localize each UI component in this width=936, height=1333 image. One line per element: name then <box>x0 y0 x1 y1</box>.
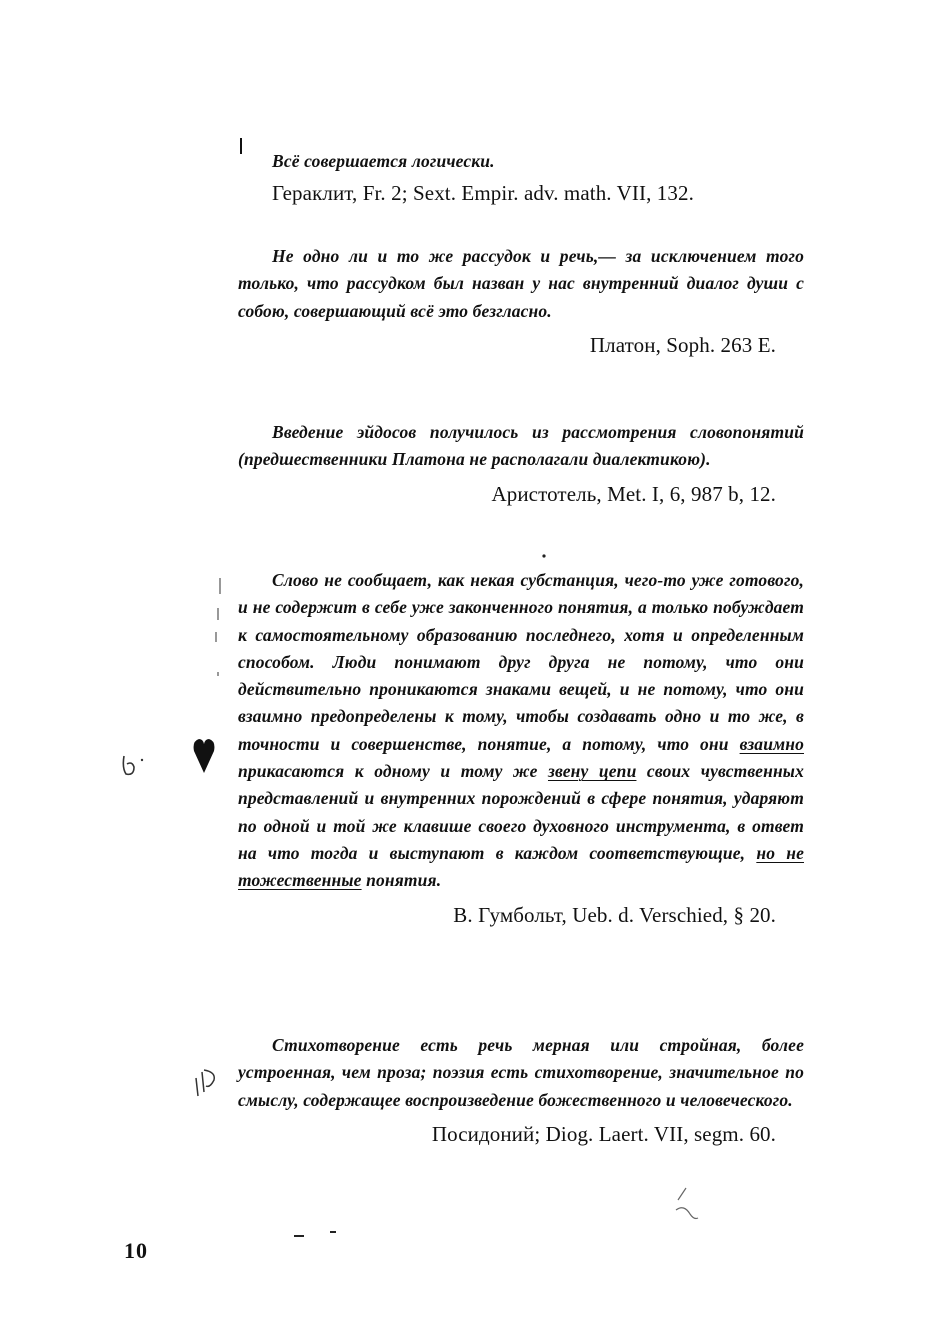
quote-segment: понятия. <box>361 870 442 891</box>
underlined-phrase: но не тожественные <box>238 842 804 891</box>
epigraph-humboldt <box>238 567 804 929</box>
underlined-phrase: взаимно <box>739 733 804 754</box>
epigraph-plato <box>238 243 804 359</box>
quote-text: Введение эйдосов получилось из рассмотрения словопонятий (предшественники Платона не располагали диалектикою). <box>238 422 804 470</box>
quote-text: Не одно ли и то же рассудок и речь,— за исключением того только, что рассудком был назван у нас внутренний диалог души с собою, совершающий всё это безгласно. <box>238 246 804 321</box>
scan-speck <box>290 1226 350 1240</box>
quote-text: Всё совершается логически. <box>272 151 495 171</box>
page-number: 10 <box>124 1238 148 1263</box>
epigraph-heraclitus <box>238 148 804 207</box>
quote-segment: Слово не сообщает, как некая субстанция, чего-то уже готового, и не содержит в себе уже законченного понятия, а только побуждает к самостоятельному образованию последнего, хотя и определенным способом. Люди понимают друг друга не потому, что они действительно проникаются знаками вещей, и не потому, что они взаимно предопределены к тому, чтобы создавать одно и то же, в точности и совершенстве, понятие, а потому, что они <box>238 570 804 754</box>
margin-pencil-scribble <box>664 1180 704 1230</box>
quote-attribution: В. Гумбольт, Ueb. d. Verschied, § 20. <box>453 902 776 927</box>
margin-pencil-note <box>192 1062 222 1102</box>
epigraph-aristotle <box>238 419 804 508</box>
quote-attribution: Аристотель, Met. I, 6, 987 b, 12. <box>491 481 776 506</box>
scan-speck <box>540 552 548 560</box>
margin-heart-mark <box>190 735 218 775</box>
quote-attribution: Гераклит, Fr. 2; Sext. Empir. adv. math. VII, 132. <box>272 181 694 206</box>
quote-segment: своих чувственных представлений и внутренних порождений в сфере понятия, ударяют по одной и той же клавише своего духовного инструмента, в ответ на что тогда и выступают в каждом соответствующие, <box>238 761 804 863</box>
quote-attribution: Посидоний; Diog. Laert. VII, segm. 60. <box>431 1121 776 1146</box>
quote-text: Стихотворение есть речь мерная или стройная, более устроенная, чем проза; поэзия есть стихотворение, значительное по смыслу, содержащее воспроизведение божественного и человеческого. <box>238 1035 804 1110</box>
quote-segment: прикасаются к одному и тому же <box>238 761 548 782</box>
margin-pencil-note <box>118 752 148 778</box>
margin-pencil-line <box>210 572 226 682</box>
quote-attribution: Платон, Soph. 263 E. <box>589 332 776 357</box>
margin-tick-mark <box>236 136 246 158</box>
epigraph-posidonius <box>238 1032 804 1148</box>
quote-text <box>238 567 804 895</box>
underlined-phrase: звену цепи <box>547 761 637 782</box>
